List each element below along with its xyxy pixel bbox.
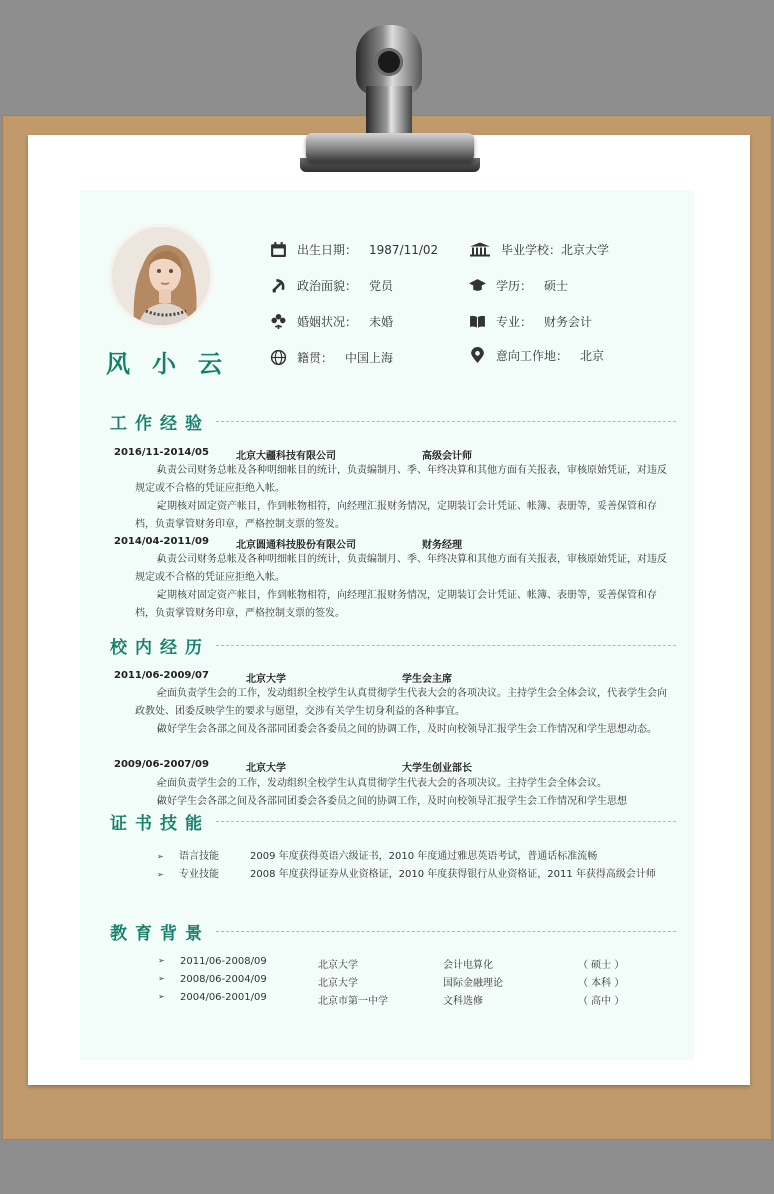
info-value: 1987/11/02 (369, 242, 439, 257)
info-marital-status (270, 313, 393, 330)
info-label: 专业： (496, 315, 533, 329)
campus-period: 2011/06-2009/07 (114, 670, 209, 681)
avatar (109, 224, 213, 328)
party-emblem-icon (270, 277, 287, 294)
info-value: 党员 (369, 279, 394, 293)
campus-period: 2009/06-2007/09 (114, 759, 209, 770)
skill-name: 专业技能 (179, 869, 219, 880)
section-work-experience (110, 410, 676, 432)
job-bullet: ➢ 定期核对固定资产帐目，作到帐物相符，向经理汇报财务情况，定期装订会计凭证、帐簿、表册等，妥善保管和存档，负责掌管财务印章，严格控制支票的签发。 (135, 587, 670, 623)
edu-school: 北京大学 (318, 960, 358, 971)
job-bullet: ➢ 负责公司财务总帐及各种明细帐目的统计，负责编制月、季、年终决算和其他方面有关报表，审核原始凭证，对违反规定或不合格的凭证应拒绝入帐。 (135, 462, 670, 498)
info-value: 未婚 (369, 315, 394, 329)
edu-period: 2008/06-2004/09 (180, 974, 267, 985)
edu-school: 北京大学 (318, 978, 358, 989)
section-skills (110, 810, 676, 832)
edu-major: 文科选修 (443, 996, 483, 1007)
info-school (469, 241, 609, 258)
section-divider (216, 931, 676, 932)
campus-role: 大学生创业部长 (402, 763, 472, 774)
info-value: 北京 (580, 349, 605, 363)
info-label: 毕业学校： (501, 243, 562, 257)
arrow-bullet-icon: ➢ (157, 852, 164, 861)
skill-name: 语言技能 (179, 851, 219, 862)
info-label: 出生日期： (297, 243, 358, 257)
calendar-icon (270, 241, 287, 258)
job-period: 2014/04-2011/09 (114, 536, 209, 547)
graduation-cap-icon (469, 277, 486, 294)
arrow-bullet-icon: ➢ (158, 956, 165, 965)
edu-degree: （ 本科 ） (578, 978, 625, 989)
campus-org: 北京大学 (246, 674, 286, 685)
info-value: 中国上海 (345, 351, 394, 365)
university-icon (469, 241, 491, 258)
info-label: 籍贯： (297, 351, 334, 365)
job-company: 北京大疆科技有限公司 (236, 451, 336, 462)
section-title: 校内经历 (110, 637, 210, 658)
job-period: 2016/11-2014/05 (114, 447, 209, 458)
info-label: 学历： (496, 279, 533, 293)
section-title: 证书技能 (110, 813, 210, 834)
info-hometown (270, 349, 393, 366)
job-bullet: ➢ 定期核对固定资产帐目，作到帐物相符，向经理汇报财务情况，定期装订会计凭证、帐簿、表册等，妥善保管和存档，负责掌管财务印章，严格控制支票的签发。 (135, 498, 670, 534)
edu-school: 北京市第一中学 (318, 996, 388, 1007)
skill-desc: 2009 年度获得英语六级证书，2010 年度通过雅思英语考试，普通话标准流畅 (250, 851, 598, 862)
info-value: 硕士 (544, 279, 569, 293)
arrow-bullet-icon: ➢ (157, 870, 164, 879)
campus-bullet: ➢ 全面负责学生会的工作，发动组织全校学生认真贯彻学生代表大会的各项决议。主持学生会全体会议。 (135, 775, 670, 793)
info-value: 财务会计 (544, 315, 593, 329)
info-label: 意向工作地： (496, 349, 569, 363)
section-title: 工作经验 (110, 413, 210, 434)
info-birth-date (270, 241, 438, 258)
globe-icon (270, 349, 287, 366)
book-icon (469, 313, 486, 330)
section-education (110, 920, 676, 942)
job-role: 财务经理 (422, 540, 462, 551)
campus-role: 学生会主席 (402, 674, 452, 685)
campus-org: 北京大学 (246, 763, 286, 774)
campus-bullet: ➢ 做好学生会各部之间及各部同团委会各委员之间的协调工作，及时向校领导汇报学生会工作情况和学生思想 (135, 793, 670, 811)
candidate-name: 风小云 (106, 349, 244, 378)
edu-major: 国际金融理论 (443, 978, 503, 989)
campus-bullet: ➢ 全面负责学生会的工作，发动组织全校学生认真贯彻学生代表大会的各项决议。主持学生会全体会议，代表学生会向政教处、团委反映学生的要求与愿望，交涉有关学生切身利益的各种事宜。 (135, 685, 670, 721)
edu-degree: （ 高中 ） (578, 996, 625, 1007)
flower-icon (270, 313, 287, 330)
info-label: 婚姻状况： (297, 315, 358, 329)
edu-degree: （ 硕士 ） (578, 960, 625, 971)
info-major (469, 313, 592, 330)
section-title: 教育背景 (110, 923, 210, 944)
section-divider (216, 821, 676, 822)
info-value: 北京大学 (561, 243, 610, 257)
info-degree (469, 277, 568, 294)
location-pin-icon (469, 347, 486, 364)
edu-major: 会计电算化 (443, 960, 493, 971)
job-company: 北京圆通科技股份有限公司 (236, 540, 356, 551)
section-campus-experience (110, 634, 676, 656)
job-role: 高级会计师 (422, 451, 472, 462)
campus-bullet: ➢ 做好学生会各部之间及各部同团委会各委员之间的协调工作，及时向校领导汇报学生会工作情况和学生思想动态。 (135, 721, 670, 739)
edu-period: 2004/06-2001/09 (180, 992, 267, 1003)
info-preferred-location (469, 347, 604, 364)
skill-desc: 2008 年度获得证券从业资格证，2010 年度获得银行从业资格证，2011 年获得高级会计师 (250, 869, 656, 880)
edu-period: 2011/06-2008/09 (180, 956, 267, 967)
info-label: 政治面貌： (297, 279, 358, 293)
section-divider (216, 645, 676, 646)
job-bullet: ➢ 负责公司财务总帐及各种明细帐目的统计，负责编制月、季、年终决算和其他方面有关报表，审核原始凭证，对违反规定或不合格的凭证应拒绝入帐。 (135, 551, 670, 587)
info-political-status (270, 277, 393, 294)
section-divider (216, 421, 676, 422)
arrow-bullet-icon: ➢ (158, 992, 165, 1001)
arrow-bullet-icon: ➢ (158, 974, 165, 983)
